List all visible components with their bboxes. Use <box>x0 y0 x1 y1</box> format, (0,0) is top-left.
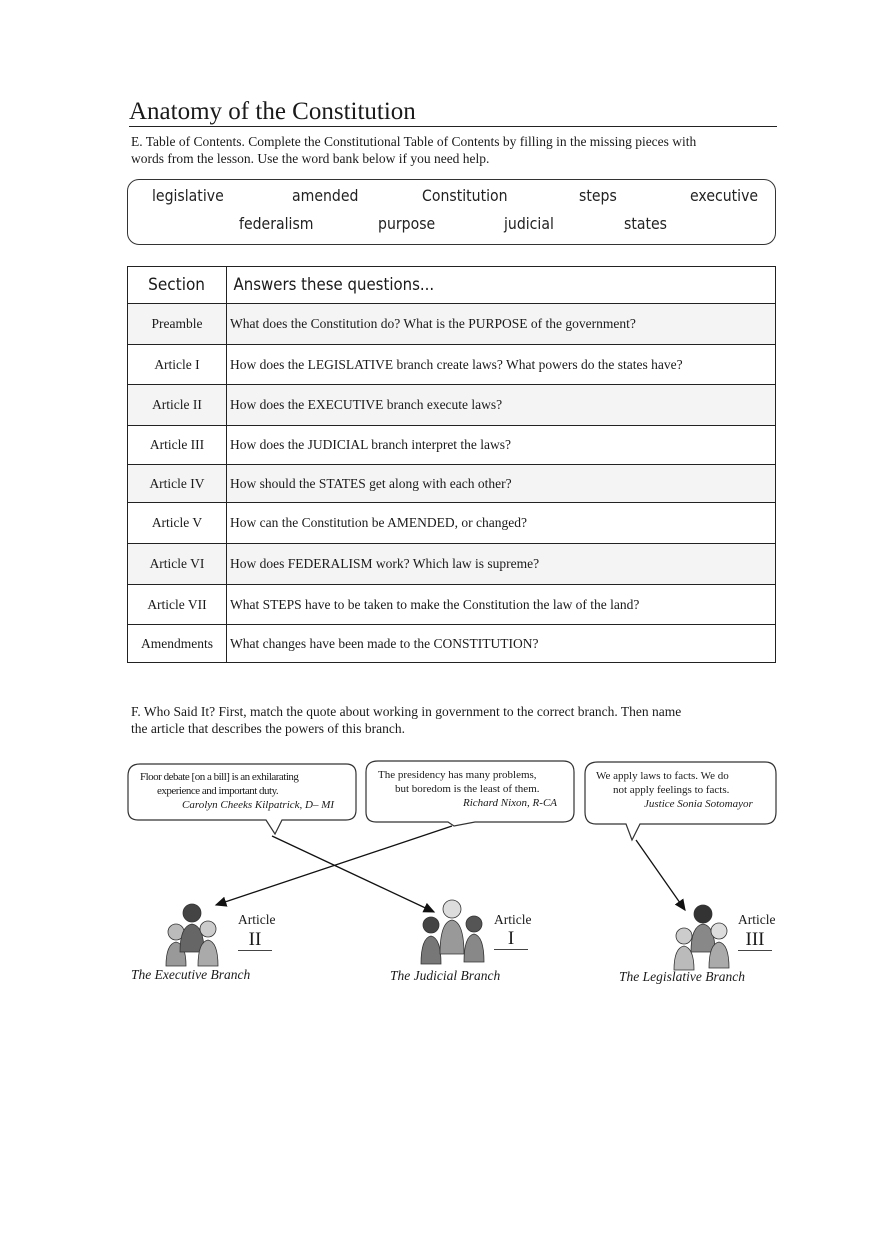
branch-3-article-number: III <box>738 930 772 951</box>
row-section: Article III <box>128 426 227 465</box>
word-bank-item: purpose <box>378 214 436 233</box>
branch-3-article-label: Article <box>738 912 776 927</box>
match-arrow-quote3 <box>636 840 685 910</box>
word-bank-item: amended <box>292 186 359 205</box>
branch-1-article-label: Article <box>238 912 276 927</box>
row-answer: What STEPS have to be taken to make the Constitution the law of the land? <box>227 585 776 625</box>
branch-2-article-label: Article <box>494 912 532 927</box>
match-arrow-quote1 <box>272 836 434 912</box>
row-answer: How should the STATES get along with each other? <box>227 465 776 503</box>
branch-3-name: The Legislative Branch <box>619 969 745 984</box>
branch-1-name: The Executive Branch <box>131 967 251 982</box>
header-answers: Answers these questions... <box>227 267 776 304</box>
section-e-instructions-line2: words from the lesson. Use the word bank below if you need help. <box>131 151 490 166</box>
row-answer: How does the LEGISLATIVE branch create laws? What powers do the states have? <box>227 345 776 385</box>
quote-1-line1: Floor debate [on a bill] is an exhilarating <box>140 771 299 783</box>
section-f-instructions-line1: F. Who Said It? First, match the quote about working in government to the correct branch. Then name <box>131 704 682 719</box>
people-group-icon <box>674 905 729 970</box>
word-bank-item: judicial <box>504 214 554 233</box>
row-answer: How does FEDERALISM work? Which law is supreme? <box>227 544 776 585</box>
header-section: Section <box>128 267 227 304</box>
row-answer: How can the Constitution be AMENDED, or changed? <box>227 503 776 544</box>
row-section: Article II <box>128 385 227 426</box>
row-answer: What does the Constitution do? What is the PURPOSE of the government? <box>227 304 776 345</box>
page-title: Anatomy of the Constitution <box>129 98 777 127</box>
word-bank-item: executive <box>690 186 759 205</box>
row-answer: How does the EXECUTIVE branch execute laws? <box>227 385 776 426</box>
quote-2-attribution: Richard Nixon, R-CA <box>463 797 557 809</box>
quote-1-attribution: Carolyn Cheeks Kilpatrick, D– MI <box>182 799 335 811</box>
row-answer: How does the JUDICIAL branch interpret the laws? <box>227 426 776 465</box>
match-arrow-quote2 <box>216 826 452 905</box>
quote-1 <box>140 770 352 812</box>
word-bank-item: legislative <box>152 186 224 205</box>
quote-3-line1: We apply laws to facts. We do <box>596 770 729 782</box>
row-section: Article IV <box>128 465 227 503</box>
quote-1-line2: experience and important duty. <box>157 785 279 797</box>
section-f-instructions-line2: the article that describes the powers of this branch. <box>131 721 406 736</box>
section-e-instructions-line1: E. Table of Contents. Complete the Constitutional Table of Contents by filling in the missing pieces with <box>131 134 697 149</box>
quote-2 <box>378 768 568 810</box>
branch-2-article-number: I <box>494 929 528 950</box>
row-section: Article VII <box>128 585 227 625</box>
people-group-icon <box>421 900 484 964</box>
people-group-icon <box>166 904 218 966</box>
word-bank-item: Constitution <box>422 186 508 205</box>
quote-3-attribution: Justice Sonia Sotomayor <box>644 798 753 810</box>
branch-1-article-number: II <box>238 930 272 951</box>
branch-2-name: The Judicial Branch <box>390 968 501 983</box>
row-section: Amendments <box>128 625 227 663</box>
quote-2-line1: The presidency has many problems, <box>378 769 537 781</box>
quote-3 <box>596 769 772 811</box>
word-bank-item: steps <box>579 186 617 205</box>
row-section: Article I <box>128 345 227 385</box>
row-section: Article VI <box>128 544 227 585</box>
quote-3-line2: not apply feelings to facts. <box>613 784 730 796</box>
word-bank-item: states <box>624 214 668 233</box>
row-section: Preamble <box>128 304 227 345</box>
row-section: Article V <box>128 503 227 544</box>
row-answer: What changes have been made to the CONSTITUTION? <box>227 625 776 663</box>
quote-2-line2: but boredom is the least of them. <box>395 783 540 795</box>
word-bank-item: federalism <box>239 214 314 233</box>
